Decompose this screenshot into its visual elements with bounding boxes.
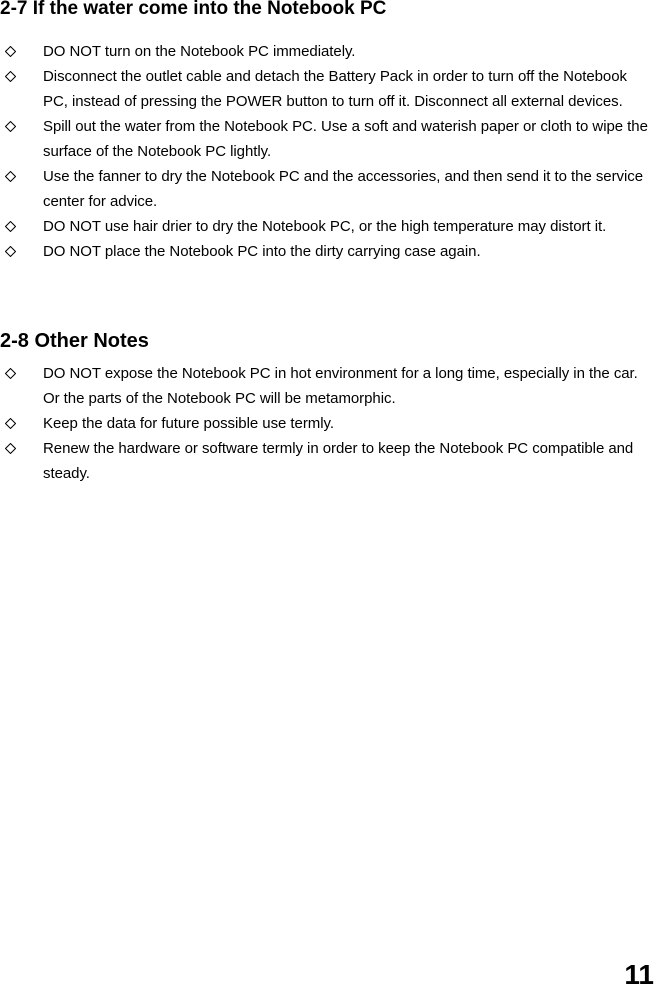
list-item-text: DO NOT turn on the Notebook PC immediately. (43, 43, 356, 60)
list-item-text: Renew the hardware or software termly in order to keep the Notebook PC compatible and steady. (43, 440, 634, 482)
list-item (0, 239, 656, 264)
diamond-bullet-icon (3, 361, 17, 386)
list-item (0, 164, 656, 214)
page-number: 11 (624, 959, 654, 990)
diamond-bullet-icon (3, 64, 17, 89)
section-heading-other-notes: 2-8 Other Notes (0, 330, 149, 352)
list-item (0, 436, 656, 486)
list-item (0, 214, 656, 239)
list-item (0, 114, 656, 164)
list-item (0, 411, 656, 436)
diamond-bullet-icon (3, 436, 17, 461)
other-notes-list (0, 361, 656, 486)
list-item-text: DO NOT place the Notebook PC into the dirty carrying case again. (43, 243, 481, 260)
list-item-text: DO NOT expose the Notebook PC in hot environment for a long time, especially in the car. Or the parts of the Notebook PC will be metamorphic. (43, 365, 638, 407)
list-item (0, 39, 656, 64)
list-item-text: Disconnect the outlet cable and detach the Battery Pack in order to turn off the Notebook PC, instead of pressing the POWER button to turn off it. Disconnect all external devices. (43, 68, 627, 110)
diamond-bullet-icon (3, 114, 17, 139)
list-item (0, 361, 656, 411)
diamond-bullet-icon (3, 239, 17, 264)
list-item-text: Spill out the water from the Notebook PC. Use a soft and waterish paper or cloth to wipe the surface of the Notebook PC lightly. (43, 118, 648, 160)
diamond-bullet-icon (3, 39, 17, 64)
list-item-text: Use the fanner to dry the Notebook PC and the accessories, and then send it to the service center for advice. (43, 168, 644, 210)
diamond-bullet-icon (3, 214, 17, 239)
list-item-text: DO NOT use hair drier to dry the Notebook PC, or the high temperature may distort it. (43, 218, 607, 235)
section-heading-water: 2-7 If the water come into the Notebook PC (0, 0, 387, 19)
diamond-bullet-icon (3, 164, 17, 189)
list-item (0, 64, 656, 114)
list-item-text: Keep the data for future possible use termly. (43, 415, 334, 432)
diamond-bullet-icon (3, 411, 17, 436)
water-precautions-list (0, 39, 656, 264)
